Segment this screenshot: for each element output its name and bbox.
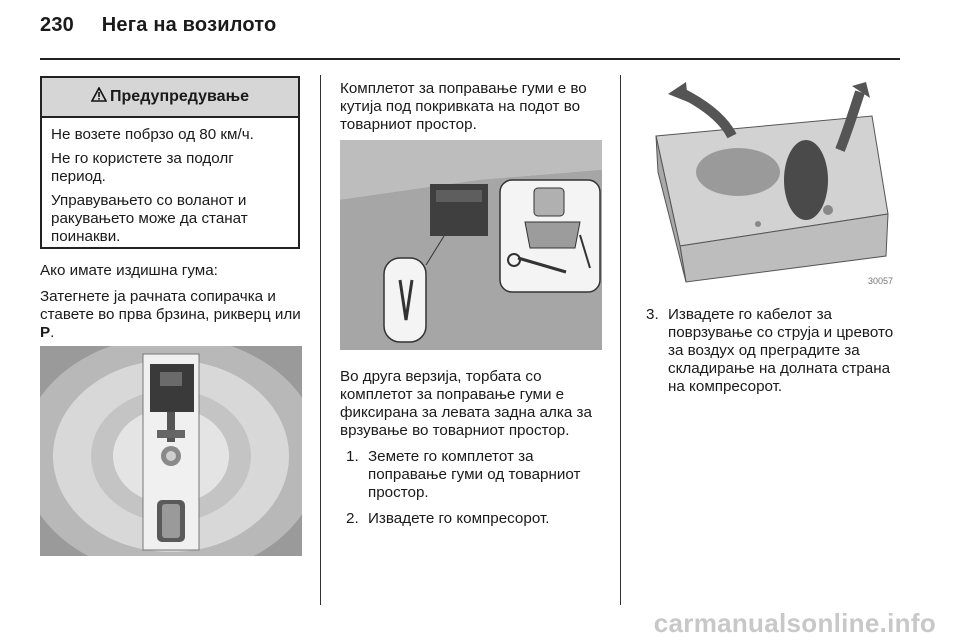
list-item: 2. Извадете го компресорот.: [346, 510, 550, 527]
paragraph: Комплетот за поправање гуми е во кутија под покривката на подот во товарниот простор.: [340, 80, 587, 133]
list-item: 3. Извадете го кабелот за поврзување со струја и цревото за воздух од преградите за складирање на долната страна на компресорот.: [646, 306, 894, 395]
paragraph: Ако имате издишна гума:: [40, 262, 218, 279]
column-2-text-top: [340, 80, 604, 142]
warning-title: Предупредување: [110, 88, 249, 105]
warning-line: Не возете побрзо од 80 км/ч.: [51, 126, 254, 143]
column-3-text: [640, 306, 902, 404]
page-number: 230: [40, 14, 74, 36]
warning-line: Не го користете за подолг период.: [51, 150, 234, 185]
warning-box: [40, 76, 300, 249]
paragraph: Затегнете ја рачната сопирачка и ставете во прва брзина, рикверц или P.: [40, 288, 301, 341]
warning-triangle-icon: [91, 87, 107, 107]
page-header: [40, 14, 276, 37]
watermark: carmanualsonline.info: [653, 608, 936, 638]
figure-code: 30057: [868, 276, 894, 286]
figure-trunk-kit: [340, 140, 602, 350]
figure-compressor-box: [640, 76, 902, 290]
figure-spare-wheel-well: [40, 346, 302, 556]
warning-body: [42, 118, 298, 246]
warning-header: [42, 78, 298, 118]
header-rule: [40, 58, 900, 60]
list-item: 1. Земете го комплетот за поправање гуми од товарниот простор.: [346, 448, 581, 501]
steps-list: [340, 448, 604, 528]
column-1-text: [40, 262, 302, 350]
steps-list: [640, 306, 902, 396]
warning-line: Управувањето со воланот и ракувањето може да станат поинакви.: [51, 192, 248, 245]
paragraph: Во друга верзија, торбата со комплетот за поправање гуми е фиксирана за левата задна алка за врзување во товарниот простор.: [340, 368, 592, 439]
page-title: Нега на возилото: [101, 14, 277, 36]
column-divider: [320, 75, 321, 605]
column-2-text-bottom: [340, 368, 604, 536]
column-divider: [620, 75, 621, 605]
